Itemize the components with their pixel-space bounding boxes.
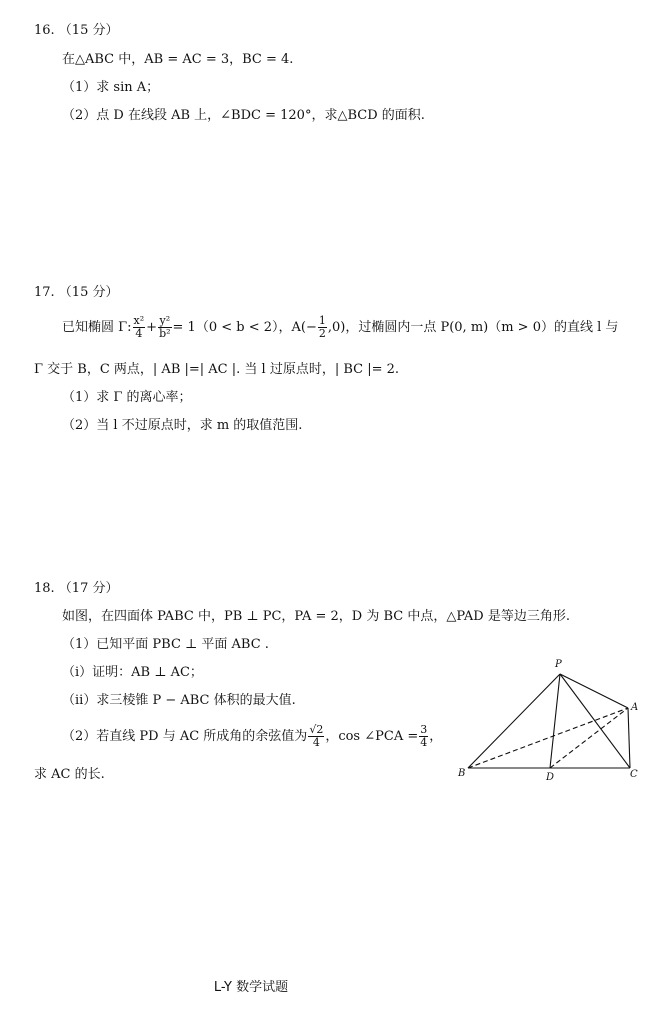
- edge-PC: [560, 674, 630, 768]
- q17-fraction-x2-4: [133, 315, 146, 340]
- q18-part2-text-b: ，cos ∠PCA =: [325, 729, 419, 744]
- q17-fraction-y2-b2: [158, 315, 171, 340]
- q17-header: 17. （15 分）: [34, 285, 119, 300]
- label-A: A: [631, 702, 639, 713]
- q17-stem-text-c: ,0)，过椭圆内一点 P(0, m)（m > 0）的直线 l 与: [327, 320, 619, 335]
- q17-frac3-den: 2: [318, 327, 326, 340]
- q17-stem-text-a: 已知椭圆 Γ:: [62, 320, 132, 335]
- edge-PA: [560, 674, 628, 708]
- q17-stem-text-b: = 1（0 < b < 2），A(−: [172, 320, 317, 335]
- label-P: P: [555, 659, 562, 670]
- q18-fraction-3-4: [419, 724, 428, 749]
- q17-frac2-num: y²: [159, 314, 171, 327]
- label-C: C: [630, 769, 638, 780]
- q17-stem-line1: [62, 314, 618, 342]
- edge-AB-hidden: [468, 708, 628, 768]
- q17-frac2-den: b²: [159, 327, 171, 340]
- label-D: D: [546, 772, 555, 783]
- q17-stem-line2: Γ 交于 B，C 两点，| AB |=| AC |. 当 l 过原点时，| BC |= 2.: [34, 362, 400, 377]
- q17-part1: （1）求 Γ 的离心率；: [62, 390, 192, 405]
- q18-frac1-den: 4: [308, 736, 324, 749]
- q18-header: 18. （17 分）: [34, 581, 119, 596]
- q17-frac1-num: x²: [133, 314, 145, 327]
- edge-PD: [550, 674, 560, 768]
- q18-part2-line2: 求 AC 的长.: [34, 767, 105, 782]
- label-B: B: [458, 768, 466, 779]
- q18-frac1-num: √2: [309, 723, 324, 736]
- edge-AC: [628, 708, 630, 768]
- q17-frac3-num: 1: [318, 314, 326, 327]
- q16-stem: 在△ABC 中，AB = AC = 3，BC = 4.: [62, 52, 294, 67]
- q18-part1-i: （i）证明：AB ⊥ AC；: [62, 665, 203, 680]
- q17-plus: +: [146, 320, 158, 335]
- q16-part2: （2）点 D 在线段 AB 上，∠BDC = 120°，求△BCD 的面积.: [62, 108, 425, 123]
- q18-stem: 如图，在四面体 PABC 中，PB ⊥ PC，PA = 2，D 为 BC 中点，△PAD 是等边三角形.: [62, 609, 570, 624]
- q18-fraction-sqrt2-4: [308, 724, 324, 749]
- q18-part2-line1: [62, 723, 442, 751]
- page-footer: L-Y 数学试题: [213, 980, 289, 995]
- q16-header: 16. （15 分）: [34, 23, 119, 38]
- q18-part2-text-a: （2）若直线 PD 与 AC 所成角的余弦值为: [62, 729, 308, 744]
- q17-fraction-half: [318, 315, 327, 340]
- q17-frac1-den: 4: [133, 327, 146, 340]
- edge-AD-hidden: [550, 708, 628, 768]
- tetrahedron-figure: [450, 654, 650, 784]
- edge-PB: [468, 674, 560, 768]
- q18-part2-text-c: ，: [429, 729, 443, 744]
- q18-frac2-den: 4: [420, 736, 428, 749]
- q18-part1: （1）已知平面 PBC ⊥ 平面 ABC .: [62, 637, 269, 652]
- q17-part2: （2）当 l 不过原点时，求 m 的取值范围.: [62, 418, 303, 433]
- q18-part1-ii: （ii）求三棱锥 P − ABC 体积的最大值.: [62, 693, 296, 708]
- q16-part1: （1）求 sin A；: [62, 80, 160, 95]
- q18-frac2-num: 3: [420, 723, 428, 736]
